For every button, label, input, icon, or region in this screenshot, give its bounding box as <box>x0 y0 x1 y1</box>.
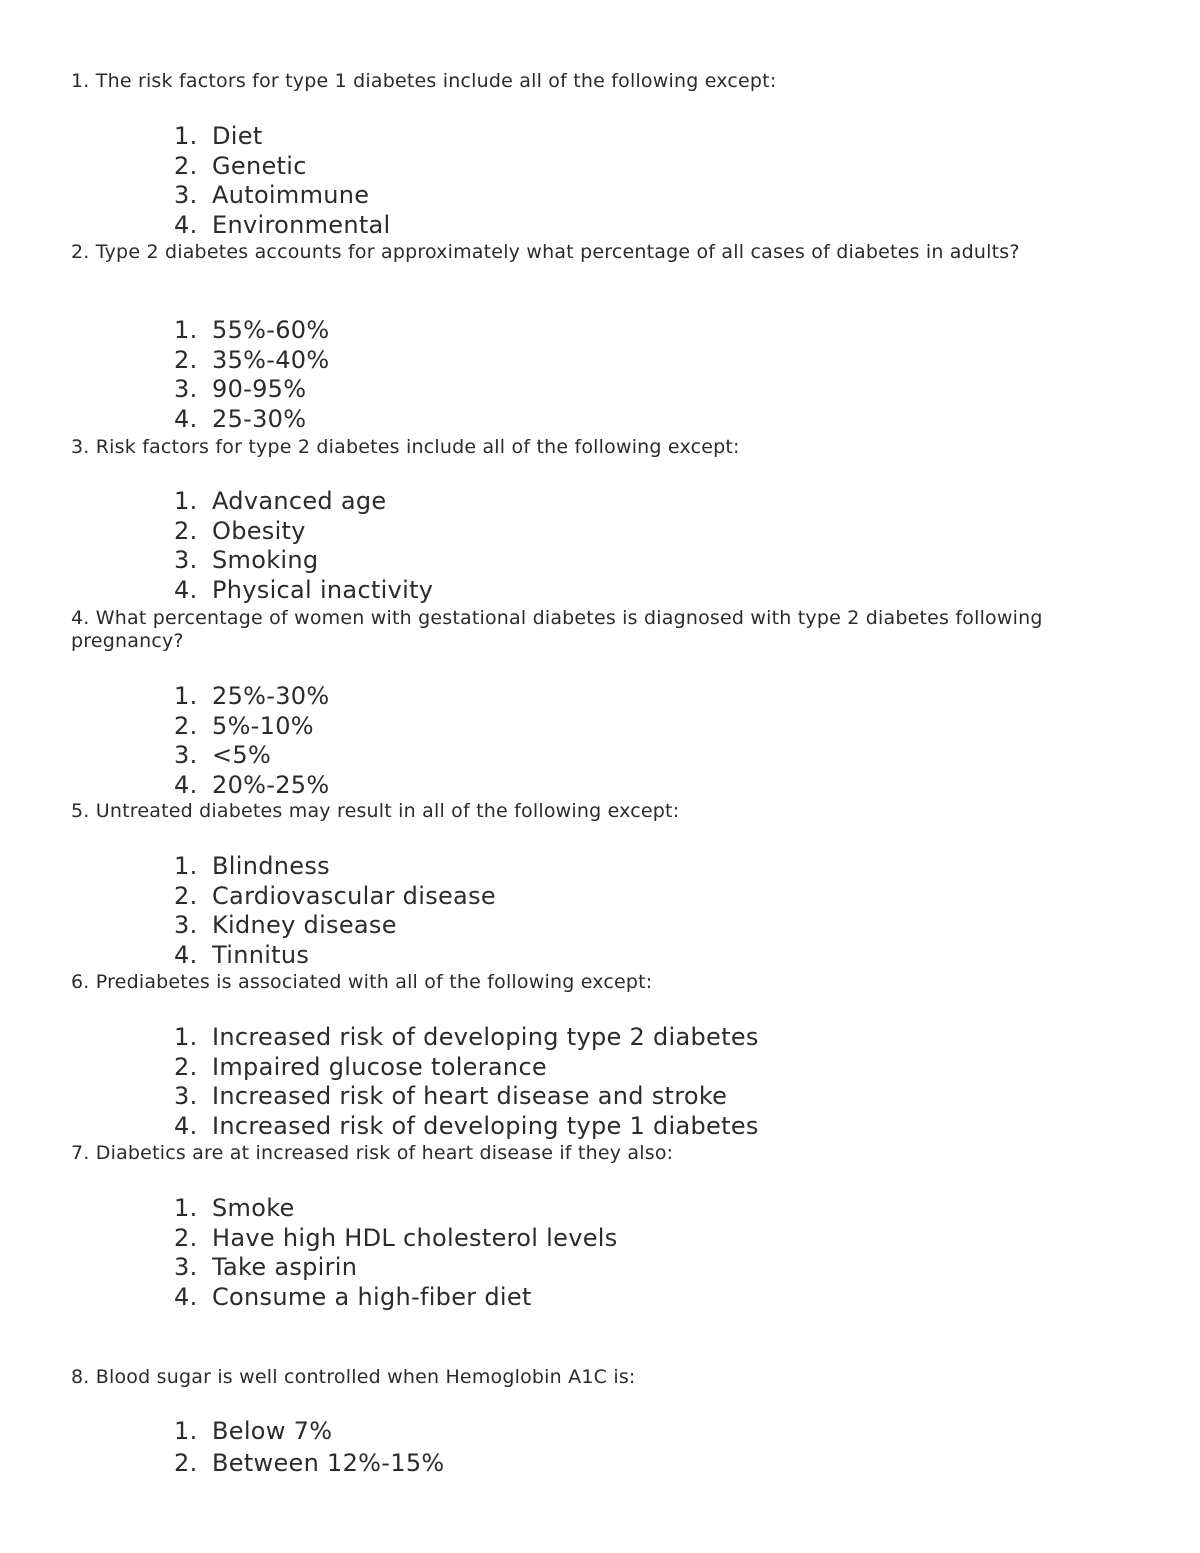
option-number: 3. <box>174 741 198 770</box>
option-number: 4. <box>174 770 198 799</box>
question-1-options <box>174 122 391 240</box>
question-7-prompt: 7. Diabetics are at increased risk of heart disease if they also: <box>71 1142 674 1164</box>
list-item <box>174 1194 618 1224</box>
option-text: Autoimmune <box>212 181 370 210</box>
option-number: 2. <box>174 711 198 740</box>
option-number: 4. <box>174 940 198 969</box>
option-text: Smoke <box>212 1194 295 1222</box>
list-item <box>174 375 329 405</box>
option-number: 2. <box>174 881 198 910</box>
option-text: 25-30% <box>212 404 307 433</box>
option-number: 2. <box>174 345 198 374</box>
list-item <box>174 1023 759 1053</box>
option-text: Between 12%-15% <box>212 1448 445 1477</box>
option-text: 25%-30% <box>212 682 330 710</box>
list-item <box>174 741 329 771</box>
list-item <box>174 1416 445 1448</box>
list-item <box>174 771 329 801</box>
option-text: Cardiovascular disease <box>212 881 496 910</box>
option-number: 2. <box>174 1448 198 1477</box>
question-3-options <box>174 487 433 605</box>
option-text: Take aspirin <box>212 1253 358 1282</box>
option-number: 1. <box>174 1194 198 1222</box>
option-text: Have high HDL cholesterol levels <box>212 1223 618 1252</box>
list-item <box>174 941 496 971</box>
option-text: Obesity <box>212 516 306 545</box>
option-text: Smoking <box>212 546 319 575</box>
list-item <box>174 882 496 912</box>
option-number: 1. <box>174 1023 198 1051</box>
option-text: Increased risk of heart disease and stroke <box>212 1082 728 1111</box>
option-text: <5% <box>212 741 272 770</box>
option-text: Increased risk of developing type 2 diabetes <box>212 1023 759 1051</box>
list-item <box>174 546 433 576</box>
list-item <box>174 911 496 941</box>
option-number: 1. <box>174 316 198 344</box>
list-item <box>174 346 329 376</box>
question-4-options <box>174 682 329 800</box>
option-text: Consume a high-fiber diet <box>212 1282 532 1311</box>
option-number: 1. <box>174 852 198 880</box>
option-number: 1. <box>174 682 198 710</box>
option-number: 4. <box>174 1282 198 1311</box>
option-text: Genetic <box>212 151 307 180</box>
list-item <box>174 712 329 742</box>
list-item <box>174 1224 618 1254</box>
option-text: Advanced age <box>212 487 387 515</box>
list-item <box>174 181 391 211</box>
list-item <box>174 1283 618 1313</box>
list-item <box>174 1253 618 1283</box>
question-5-options <box>174 852 496 970</box>
option-text: Impaired glucose tolerance <box>212 1052 547 1081</box>
option-number: 3. <box>174 911 198 940</box>
list-item <box>174 1448 445 1480</box>
list-item <box>174 517 433 547</box>
option-text: 35%-40% <box>212 345 330 374</box>
list-item <box>174 487 433 517</box>
list-item <box>174 682 329 712</box>
option-number: 2. <box>174 516 198 545</box>
option-text: 5%-10% <box>212 711 314 740</box>
question-4-prompt: 4. What percentage of women with gestational diabetes is diagnosed with type 2 diabetes following pregnancy? <box>71 607 1043 652</box>
option-number: 4. <box>174 575 198 604</box>
list-item <box>174 852 496 882</box>
option-number: 2. <box>174 1052 198 1081</box>
option-number: 4. <box>174 210 198 239</box>
option-number: 3. <box>174 546 198 575</box>
question-1-prompt: 1. The risk factors for type 1 diabetes include all of the following except: <box>71 70 777 92</box>
option-number: 3. <box>174 1253 198 1282</box>
question-6-prompt: 6. Prediabetes is associated with all of the following except: <box>71 971 653 993</box>
list-item <box>174 576 433 606</box>
option-text: Increased risk of developing type 1 diabetes <box>212 1111 759 1140</box>
option-number: 4. <box>174 1111 198 1140</box>
option-number: 1. <box>174 1417 198 1445</box>
option-number: 1. <box>174 122 198 150</box>
list-item <box>174 152 391 182</box>
list-item <box>174 122 391 152</box>
option-number: 3. <box>174 1082 198 1111</box>
option-text: 20%-25% <box>212 770 330 799</box>
option-text: 90-95% <box>212 375 307 404</box>
option-text: Physical inactivity <box>212 575 434 604</box>
question-3-prompt: 3. Risk factors for type 2 diabetes include all of the following except: <box>71 436 740 458</box>
option-text: Tinnitus <box>212 940 310 969</box>
option-text: Kidney disease <box>212 911 397 940</box>
option-number: 2. <box>174 151 198 180</box>
question-5-prompt: 5. Untreated diabetes may result in all of the following except: <box>71 800 680 822</box>
question-2-prompt: 2. Type 2 diabetes accounts for approximately what percentage of all cases of diabetes in adults? <box>71 241 1020 263</box>
question-6-options <box>174 1023 759 1141</box>
list-item <box>174 1112 759 1142</box>
list-item <box>174 316 329 346</box>
question-2-options <box>174 316 329 434</box>
option-number: 1. <box>174 487 198 515</box>
option-text: Diet <box>212 122 263 150</box>
option-text: 55%-60% <box>212 316 330 344</box>
list-item <box>174 211 391 241</box>
option-text: Below 7% <box>212 1417 333 1445</box>
list-item <box>174 1053 759 1083</box>
question-7-options <box>174 1194 618 1312</box>
option-number: 3. <box>174 375 198 404</box>
option-number: 2. <box>174 1223 198 1252</box>
option-text: Environmental <box>212 210 391 239</box>
option-number: 4. <box>174 404 198 433</box>
list-item <box>174 1082 759 1112</box>
list-item <box>174 405 329 435</box>
option-number: 3. <box>174 181 198 210</box>
question-8-prompt: 8. Blood sugar is well controlled when Hemoglobin A1C is: <box>71 1366 636 1388</box>
option-text: Blindness <box>212 852 330 880</box>
question-8-options <box>174 1416 445 1479</box>
